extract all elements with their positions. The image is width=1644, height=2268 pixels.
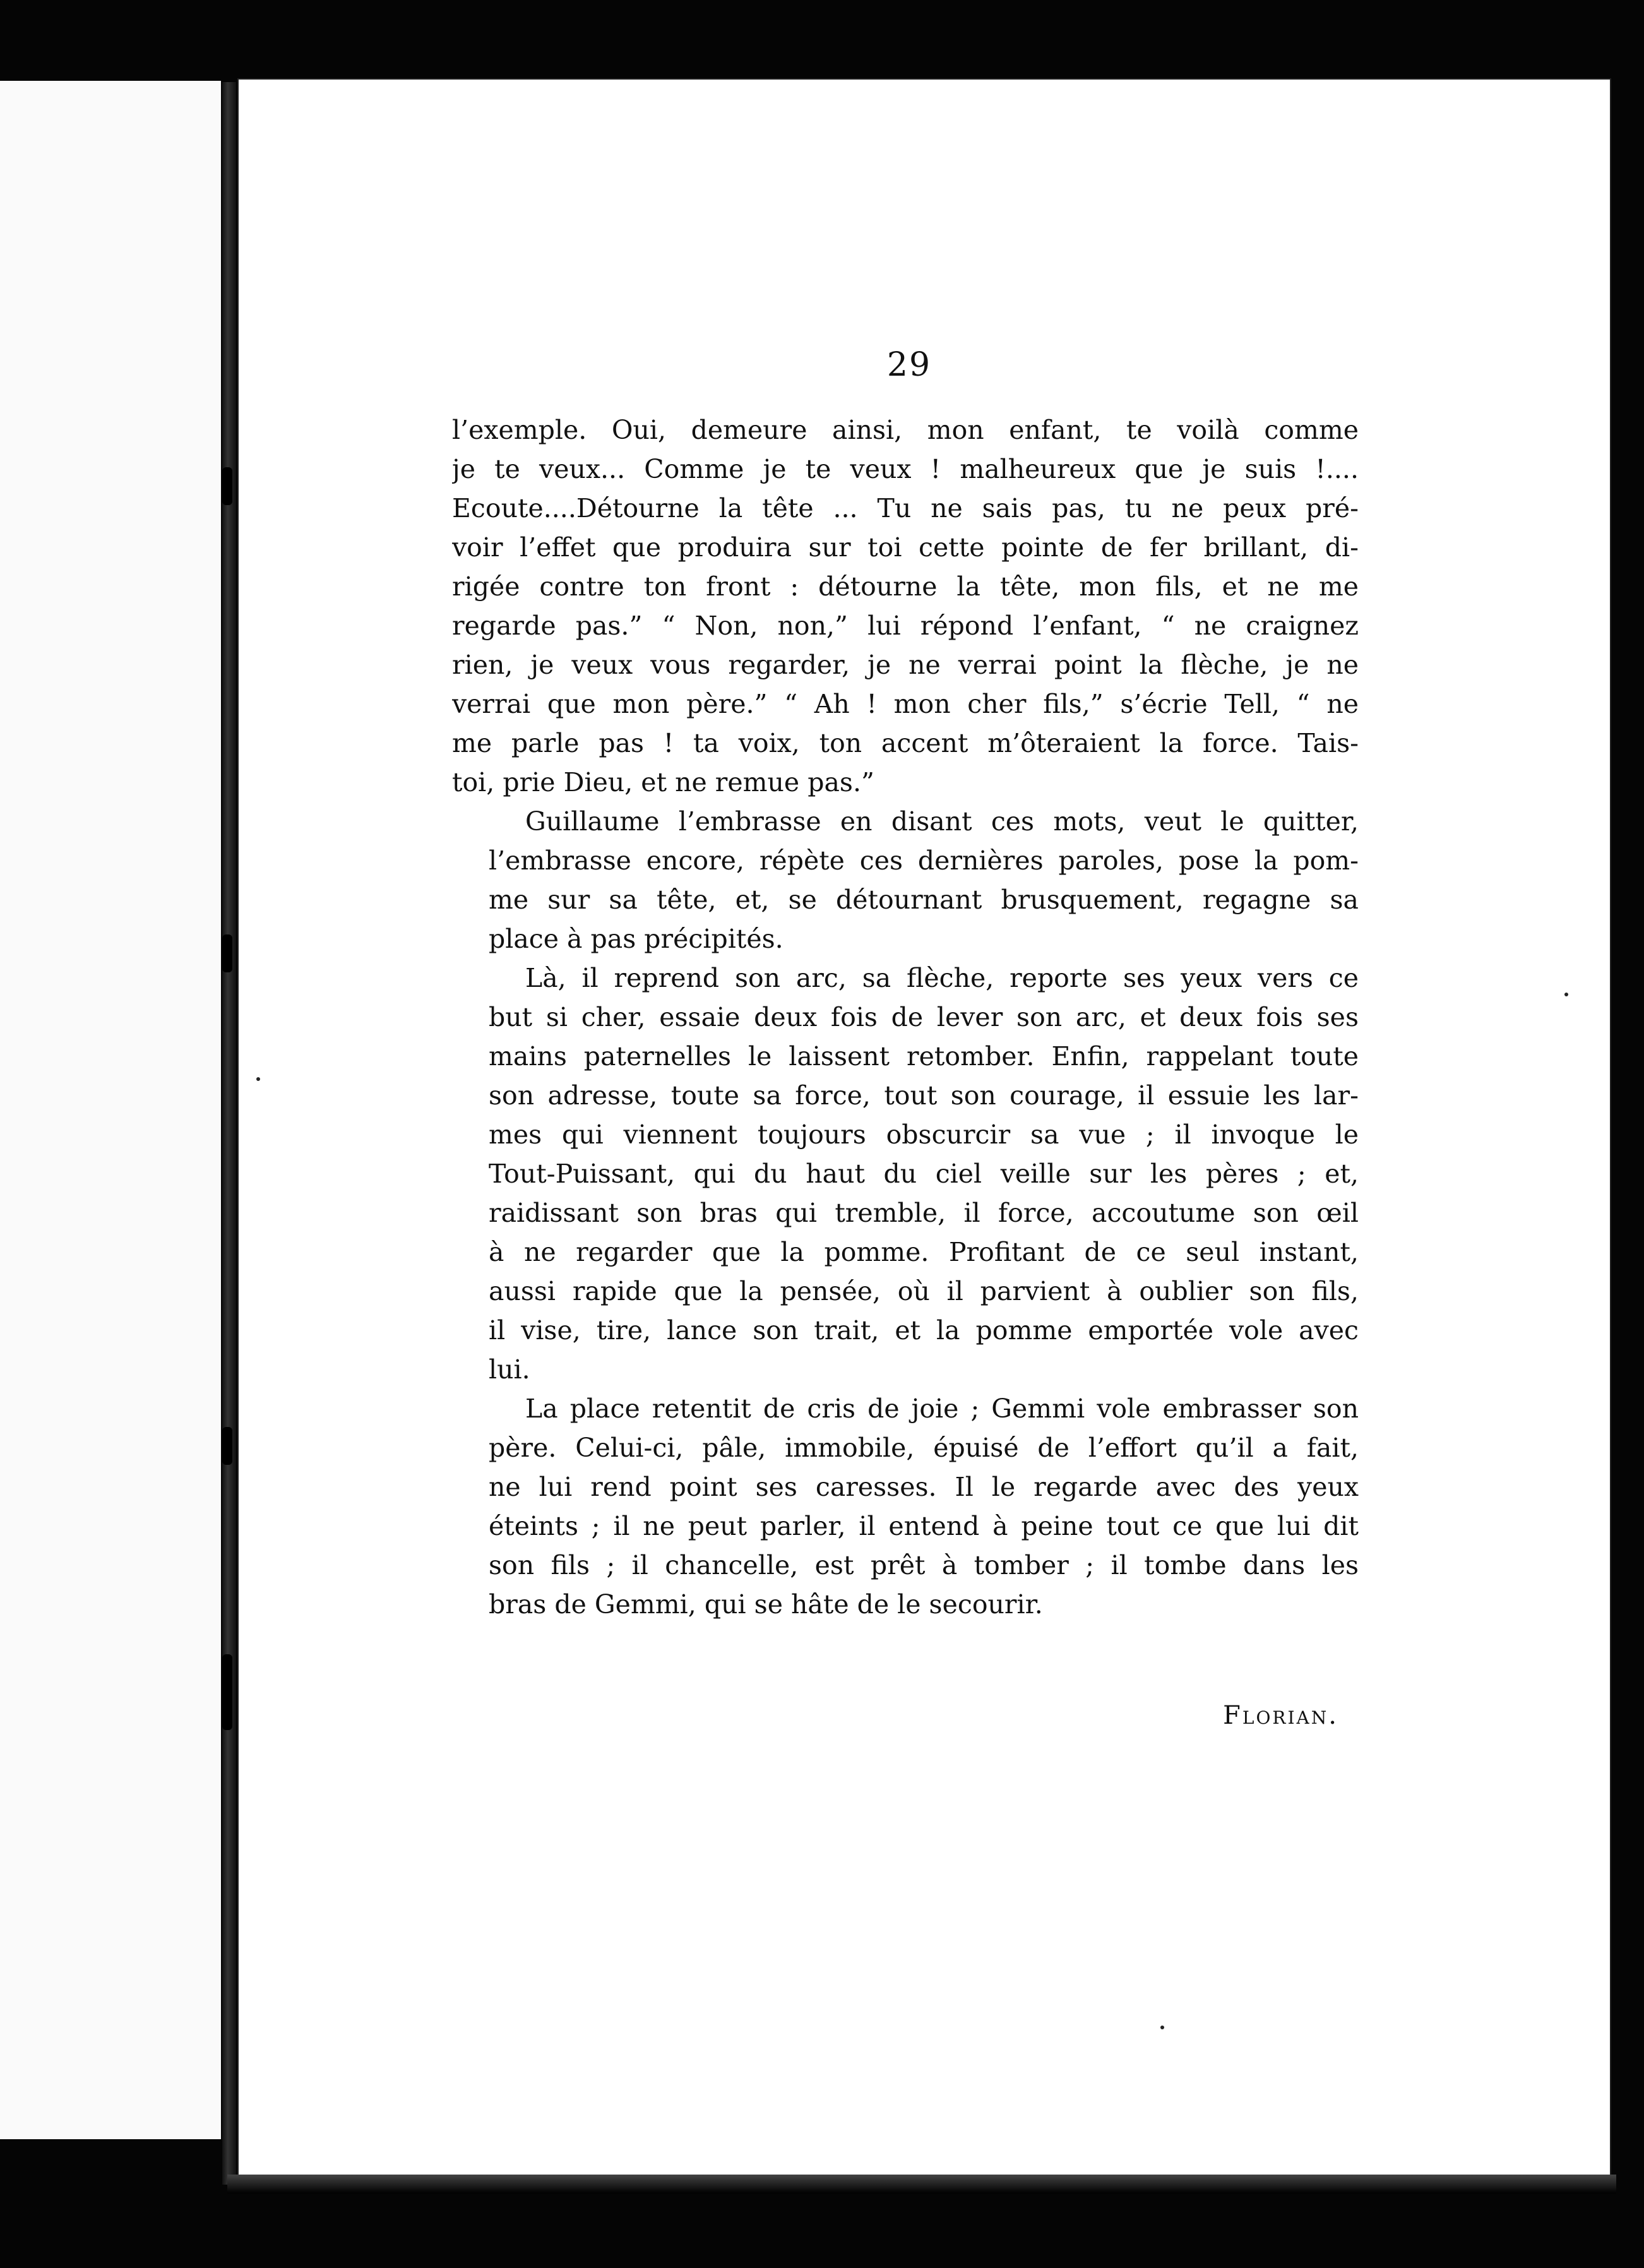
text-line: mains paternelles le laissent retomber. Enfin, rappelant toute [489, 1041, 1359, 1071]
text-line: me sur sa tête, et, se détournant brusquement, regagne sa [489, 885, 1359, 915]
text-line: Tout-Puissant, qui du haut du ciel veille sur les pères ; et, [489, 1159, 1359, 1189]
paper-speck [1564, 993, 1568, 996]
text-line: toi, prie Dieu, et ne remue pas.” [452, 767, 874, 797]
binding-stitch [222, 934, 232, 972]
page-bottom-shadow [227, 2175, 1616, 2193]
previous-page-edge [0, 81, 221, 2139]
paragraph [452, 1389, 1359, 1624]
text-line: me parle pas ! ta voix, ton accent m’ôteraient la force. Tais- [452, 728, 1359, 758]
text-line: La place retentit de cris de joie ; Gemmi vole embrasser son [525, 1394, 1359, 1424]
text-line: son adresse, toute sa force, tout son courage, il essuie les lar- [489, 1080, 1359, 1111]
book-gutter [222, 82, 236, 2185]
text-line: Guillaume l’embrasse en disant ces mots, veut le quitter, [525, 806, 1359, 837]
text-line: éteints ; il ne peut parler, il entend à peine tout ce que lui dit [489, 1511, 1359, 1541]
text-line: rigée contre ton front : détourne la tête, mon fils, et ne me [452, 571, 1359, 602]
text-line: l’exemple. Oui, demeure ainsi, mon enfant, te voilà comme [452, 415, 1359, 445]
paragraph [452, 802, 1359, 958]
text-line: rien, je veux vous regarder, je ne verrai point la flèche, je ne [452, 650, 1359, 680]
paper-speck [1160, 2026, 1164, 2029]
binding-stitch [222, 467, 232, 505]
text-line: verrai que mon père.” “ Ah ! mon cher fils,” s’écrie Tell, “ ne [452, 689, 1359, 719]
paragraph [452, 410, 1359, 802]
binding-stitch [222, 1427, 232, 1465]
text-line: bras de Gemmi, qui se hâte de le secourir. [489, 1589, 1043, 1620]
binding-stitch [222, 1654, 232, 1730]
text-line: place à pas précipités. [489, 924, 783, 954]
text-line: à ne regarder que la pomme. Profitant de ce seul instant, [489, 1237, 1359, 1267]
author-signature: Florian. [1223, 1701, 1338, 1730]
text-line: ne lui rend point ses caresses. Il le regarde avec des yeux [489, 1472, 1359, 1502]
text-line: son fils ; il chancelle, est prêt à tomber ; il tombe dans les [489, 1550, 1359, 1580]
text-line: Ecoute....Détourne la tête ... Tu ne sais pas, tu ne peux pré- [452, 493, 1359, 523]
text-line: voir l’effet que produira sur toi cette pointe de fer brillant, di- [452, 532, 1359, 563]
page-number: 29 [886, 346, 932, 384]
page-body-text [452, 410, 1359, 1624]
text-line: aussi rapide que la pensée, où il parvient à oublier son fils, [489, 1276, 1359, 1306]
text-line: il vise, tire, lance son trait, et la pomme emportée vole avec [489, 1315, 1359, 1346]
text-line: but si cher, essaie deux fois de lever son arc, et deux fois ses [489, 1002, 1359, 1032]
text-line: regarde pas.” “ Non, non,” lui répond l’enfant, “ ne craignez [452, 611, 1359, 641]
text-line: je te veux... Comme je te veux ! malheureux que je suis !.... [452, 454, 1359, 484]
text-line: mes qui viennent toujours obscurcir sa vue ; il invoque le [489, 1119, 1359, 1150]
text-line: père. Celui-ci, pâle, immobile, épuisé de l’effort qu’il a fait, [489, 1433, 1359, 1463]
paragraph [452, 958, 1359, 1389]
text-line: raidissant son bras qui tremble, il force, accoutume son œil [489, 1198, 1359, 1228]
text-line: Là, il reprend son arc, sa flèche, reporte ses yeux vers ce [525, 963, 1359, 993]
paper-speck [256, 1077, 260, 1081]
text-line: l’embrasse encore, répète ces dernières paroles, pose la pom- [489, 845, 1359, 876]
text-line: lui. [489, 1354, 530, 1385]
